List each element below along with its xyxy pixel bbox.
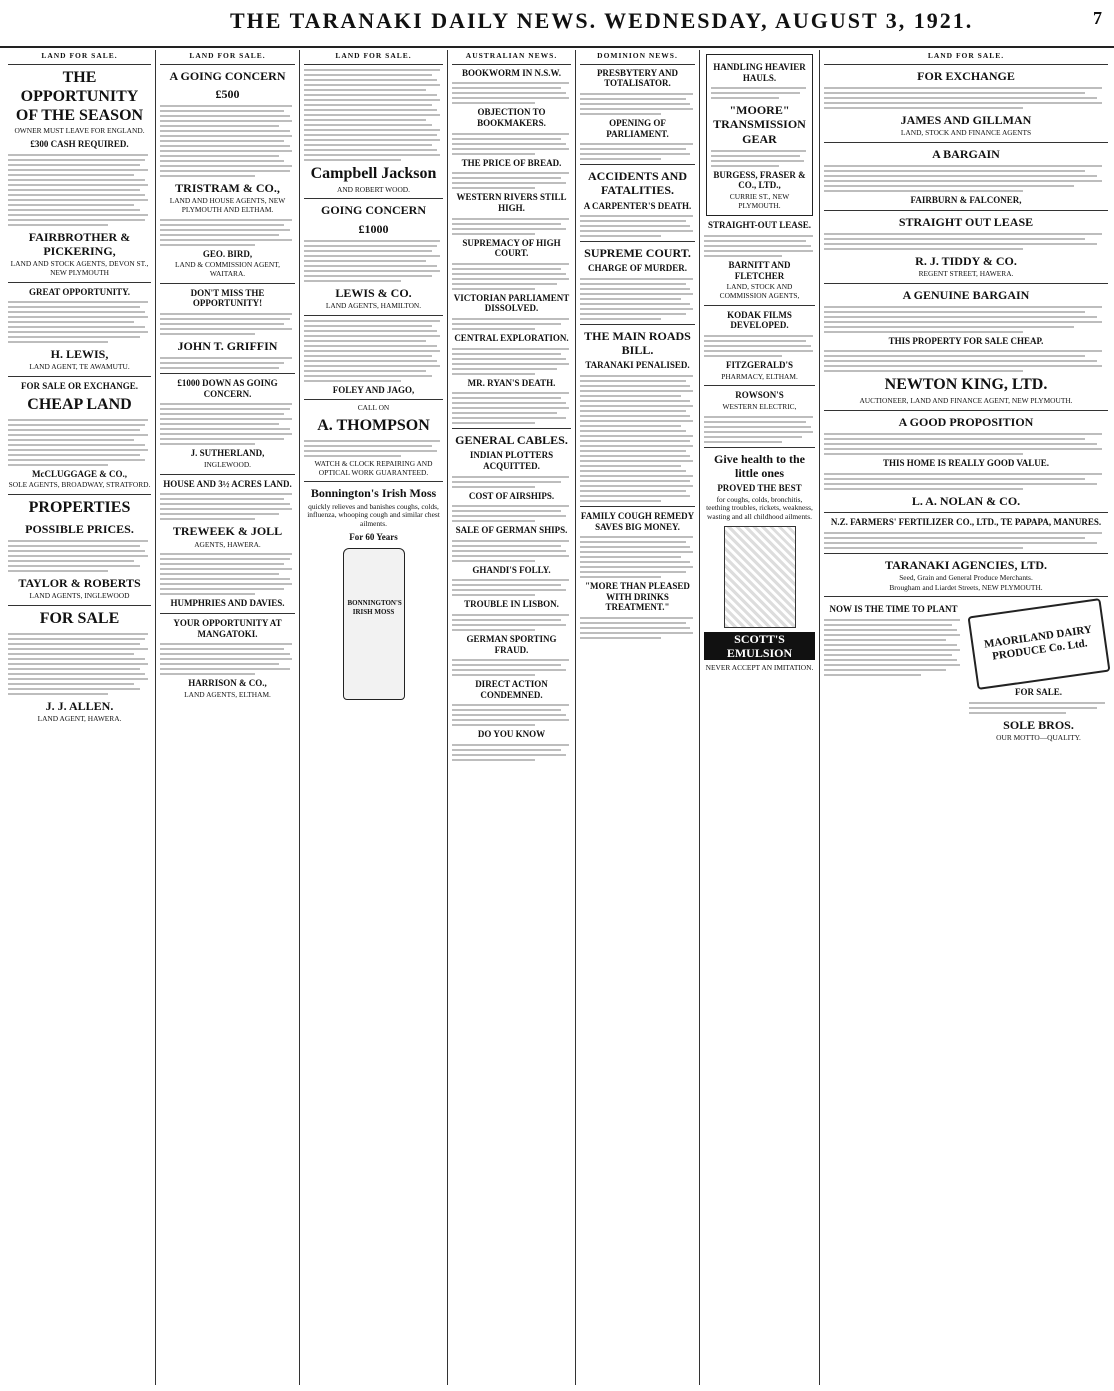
news-headline: CENTRAL EXPLORATION.	[454, 332, 569, 343]
body-text	[160, 403, 295, 445]
body-text	[580, 375, 695, 502]
agent-name: JOHN T. GRIFFIN	[177, 339, 278, 354]
body-text	[160, 643, 295, 675]
agent-name: FOLEY AND JAGO,	[332, 384, 415, 395]
ad-box	[706, 54, 813, 216]
agent-address: AND ROBERT WOOD.	[337, 184, 410, 194]
ad-subhead: THIS PROPERTY FOR SALE CHEAP.	[888, 335, 1044, 346]
ad-headline: PROPERTIES	[28, 498, 131, 516]
agent-name: H. LEWIS,	[50, 347, 109, 362]
fisherman-illustration	[724, 526, 796, 628]
ad-subhead: PROVED THE BEST	[717, 482, 802, 493]
column-7	[820, 50, 1112, 1385]
body-text	[704, 335, 815, 357]
agent-address: Brougham and Liardet Streets, NEW PLYMOUTH.	[889, 582, 1043, 592]
column-3	[300, 50, 448, 1385]
ad-headline: A BARGAIN	[932, 146, 1000, 161]
news-headline: COST OF AIRSHIPS.	[468, 490, 555, 501]
column-4	[448, 50, 576, 1385]
column-1	[4, 50, 156, 1385]
agent-name: BARNITT AND FLETCHER	[728, 259, 791, 281]
ad-headline: CHEAP LAND	[27, 395, 132, 413]
ad-subhead: quickly relieves and banishes coughs, colds, influenza, whooping cough and similar chest ailments.	[307, 501, 440, 528]
ad-subhead: NEVER ACCEPT AN IMITATION.	[705, 663, 814, 673]
agent-name: HUMPHRIES AND DAVIES.	[170, 598, 285, 609]
body-text	[824, 87, 1108, 109]
body-text	[824, 433, 1108, 455]
agent-name: SOLE BROS.	[1003, 717, 1074, 732]
ad-subhead: Seed, Grain and General Produce Merchants.	[899, 572, 1033, 582]
news-headline: GHANDI'S FOLLY.	[472, 564, 551, 575]
body-text	[824, 532, 1108, 549]
masthead-title: THE TARANAKI DAILY NEWS. WEDNESDAY, AUGUST 3, 1921.	[230, 8, 974, 33]
agent-name: L. A. NOLAN & CO.	[911, 493, 1021, 508]
ad-subhead: POSSIBLE PRICES.	[25, 521, 134, 536]
ad-subhead: CALL ON	[357, 403, 390, 413]
agent-name: McCLUGGAGE & CO.,	[32, 468, 127, 479]
ad-headline: KODAK FILMS DEVELOPED.	[727, 309, 792, 331]
body-text	[704, 416, 815, 443]
news-headline: "MORE THAN PLEASED WITH DRINKS TREATMENT."	[585, 581, 690, 613]
body-text	[580, 215, 695, 237]
agent-address: PHARMACY, ELTHAM.	[721, 371, 798, 381]
agent-address: REGENT STREET, HAWERA.	[918, 268, 1014, 278]
agent-name: R. J. TIDDY & CO.	[915, 253, 1017, 268]
ad-headline: GOING CONCERN	[320, 203, 426, 218]
news-headline: TROUBLE IN LISBON.	[464, 599, 559, 610]
body-text	[452, 392, 571, 424]
ad-headline: YOUR OPPORTUNITY AT MANGATOKI.	[173, 617, 282, 639]
body-text	[160, 219, 295, 246]
column-heading: AUSTRALIAN NEWS.	[452, 50, 571, 65]
agent-name: TAYLOR & ROBERTS	[18, 575, 141, 590]
agent-address: LAND & COMMISSION AGENT, WAITARA.	[175, 260, 280, 279]
agent-name: FAIRBURN & FALCONER,	[910, 195, 1022, 206]
ad-headline: For 60 Years	[349, 531, 398, 542]
column-6	[700, 50, 820, 1385]
bottle-image	[343, 548, 405, 700]
body-text	[824, 473, 1108, 490]
ad-headline: NOW IS THE TIME TO PLANT	[829, 604, 958, 615]
body-text	[8, 540, 151, 572]
section-headline: SUPREME COURT.	[584, 246, 691, 261]
brand-banner: SCOTT'S EMULSION	[704, 632, 815, 660]
body-text	[304, 320, 443, 382]
agent-address: LAND AND HOUSE AGENTS, NEW PLYMOUTH AND ELTHAM.	[169, 196, 286, 215]
agent-address: LAND, STOCK AND FINANCE AGENTS	[900, 128, 1032, 138]
ad-headline: A GOING CONCERN	[169, 68, 286, 83]
body-text	[824, 350, 1108, 372]
body-text	[452, 704, 571, 726]
column-2	[156, 50, 300, 1385]
ad-headline: A GENUINE BARGAIN	[902, 287, 1030, 302]
section-headline: THE MAIN ROADS BILL.	[584, 328, 691, 358]
ad-headline: N.Z. FARMERS' FERTILIZER CO., LTD., TE PAPAPA, MANURES.	[830, 517, 1102, 527]
body-text	[452, 82, 571, 104]
agent-address: INGLEWOOD.	[204, 460, 251, 470]
news-headline: INDIAN PLOTTERS ACQUITTED.	[469, 450, 554, 471]
body-text	[8, 419, 151, 466]
ad-headline: FOR SALE.	[1014, 687, 1062, 698]
body-text	[452, 659, 571, 676]
news-headline: BOOKWORM IN N.S.W.	[462, 67, 561, 78]
ad-headline: GREAT OPPORTUNITY.	[28, 286, 131, 297]
news-headline: VICTORIAN PARLIAMENT DISSOLVED.	[453, 292, 570, 314]
body-text	[704, 235, 815, 257]
body-text	[452, 476, 571, 488]
ad-headline: STRAIGHT OUT LEASE	[898, 214, 1034, 229]
body-text	[452, 133, 571, 155]
ad-price: £500	[215, 87, 240, 101]
body-text	[452, 744, 571, 761]
maoriland-logo: MAORILAND DAIRY PRODUCE Co. Ltd.	[967, 598, 1110, 690]
body-text	[452, 218, 571, 235]
bottle-label: BONNINGTON'S IRISH MOSS	[347, 599, 402, 616]
column-heading: LAND FOR SALE.	[304, 50, 443, 65]
page-number: 7	[1093, 8, 1102, 28]
agent-address: LAND AGENT, HAWERA.	[37, 713, 122, 723]
news-headline: MR. RYAN'S DEATH.	[467, 377, 556, 388]
agent-name: FAIRBROTHER & PICKERING,	[28, 229, 131, 258]
agent-name: BURGESS, FRASER & CO., LTD.,	[713, 169, 806, 191]
body-text	[580, 536, 695, 578]
agent-address: WESTERN ELECTRIC,	[722, 401, 797, 411]
body-text	[452, 579, 571, 596]
body-text	[8, 633, 151, 695]
news-headline: DO YOU KNOW	[477, 729, 546, 740]
masthead	[0, 0, 1114, 48]
agent-name: TRISTRAM & CO.,	[175, 181, 280, 196]
agent-name: A. THOMPSON	[317, 417, 430, 434]
section-headline: GENERAL CABLES.	[455, 433, 568, 448]
body-text	[304, 240, 443, 282]
news-headline: WESTERN RIVERS STILL HIGH.	[456, 192, 567, 213]
news-headline: PRESBYTERY AND TOTALISATOR.	[596, 67, 679, 89]
news-headline: OPENING OF PARLIAMENT.	[606, 118, 669, 139]
agent-address: LAND AGENTS, INGLEWOOD	[29, 591, 130, 601]
body-text	[452, 318, 571, 330]
body-text	[824, 233, 1108, 250]
body-text	[711, 87, 808, 99]
agent-address: LAND AND STOCK AGENTS, DEVON ST., NEW PLYMOUTH	[10, 259, 149, 277]
body-text	[160, 493, 295, 520]
body-text	[160, 313, 295, 335]
news-headline: THE PRICE OF BREAD.	[461, 157, 562, 168]
news-headline: GERMAN SPORTING FRAUD.	[466, 633, 557, 655]
ad-headline: THE OPPORTUNITY OF THE SEASON	[15, 68, 144, 124]
column-5	[576, 50, 700, 1385]
ad-headline: STRAIGHT-OUT LEASE.	[707, 220, 812, 231]
news-headline: FAMILY COUGH REMEDY SAVES BIG MONEY.	[580, 510, 695, 532]
body-text	[304, 440, 443, 457]
agent-address: AUCTIONEER, LAND AND FINANCE AGENT, NEW PLYMOUTH.	[859, 396, 1073, 406]
news-headline: TARANAKI PENALISED.	[585, 360, 690, 371]
ad-headline: "MOORE" TRANSMISSION GEAR	[713, 103, 806, 146]
body-text	[580, 278, 695, 320]
body-text	[8, 301, 151, 343]
agent-name: TREWEEK & JOLL	[172, 524, 283, 539]
ad-headline: HANDLING HEAVIER HAULS.	[713, 62, 806, 83]
agent-name: HARRISON & CO.,	[188, 678, 267, 689]
news-headline: OBJECTION TO BOOKMAKERS.	[477, 107, 546, 129]
ad-subhead: for coughs, colds, bronchitis, teething troubles, rickets, weakness, wasting and all childhood ailments.	[706, 494, 813, 521]
agent-name: LEWIS & CO.	[335, 285, 412, 300]
ad-subhead: OWNER MUST LEAVE FOR ENGLAND.	[14, 126, 145, 136]
body-text	[452, 505, 571, 522]
agent-address: AGENTS, HAWERA.	[194, 539, 261, 549]
agent-address: LAND, STOCK AND COMMISSION AGENTS,	[719, 282, 800, 300]
ad-headline: Bonnington's Irish Moss	[310, 486, 437, 501]
ad-price: £300 CASH REQUIRED.	[30, 139, 129, 150]
column-heading: DOMINION NEWS.	[580, 50, 695, 65]
body-text	[824, 165, 1108, 192]
body-text	[452, 614, 571, 631]
body-text	[160, 357, 295, 369]
agent-name: JAMES AND GILLMAN	[900, 113, 1032, 127]
agent-address: SOLE AGENTS, BROADWAY, STRATFORD.	[8, 480, 151, 490]
agent-name: NEWTON KING, LTD.	[884, 376, 1048, 394]
agent-name: J. J. ALLEN.	[45, 698, 114, 713]
agent-name: ROWSON'S	[735, 390, 784, 401]
ad-headline: FOR EXCHANGE	[917, 68, 1015, 83]
agent-address: CURRIE ST., NEW PLYMOUTH.	[729, 191, 790, 210]
agent-name: FITZGERALD'S	[725, 359, 794, 370]
agent-name: J. SUTHERLAND,	[190, 448, 265, 459]
news-headline: SALE OF GERMAN SHIPS.	[455, 525, 568, 536]
agent-address: LAND AGENTS, ELTHAM.	[184, 689, 271, 699]
agent-name: Campbell Jackson	[310, 164, 437, 182]
body-text	[824, 619, 963, 676]
ad-subhead: THIS HOME IS REALLY GOOD VALUE.	[882, 458, 1050, 469]
body-text	[452, 172, 571, 189]
ad-headline: FOR SALE OR EXCHANGE.	[20, 381, 138, 392]
body-text	[824, 306, 1108, 333]
body-text	[304, 69, 443, 161]
column-heading: LAND FOR SALE.	[824, 50, 1108, 65]
body-text	[580, 617, 695, 639]
news-headline: A CARPENTER'S DEATH.	[583, 200, 692, 211]
agent-name: TARANAKI AGENCIES, LTD.	[884, 557, 1048, 572]
plant-ad	[824, 601, 963, 744]
ad-headline: Give health to the little ones	[714, 451, 805, 480]
ad-headline: HOUSE AND 3½ ACRES LAND.	[163, 478, 292, 489]
ad-headline: DON'T MISS THE OPPORTUNITY!	[190, 287, 265, 309]
dairy-ad	[969, 601, 1108, 744]
body-text	[969, 702, 1108, 714]
body-text	[580, 143, 695, 160]
ad-headline: A GOOD PROPOSITION	[898, 415, 1034, 430]
ad-headline: £1000 DOWN AS GOING CONCERN.	[177, 378, 278, 399]
body-text	[580, 93, 695, 115]
section-headline: ACCIDENTS AND FATALITIES.	[587, 169, 688, 198]
column-heading: LAND FOR SALE.	[160, 50, 295, 65]
agent-address: LAND AGENTS, HAMILTON.	[325, 300, 422, 310]
body-text	[160, 553, 295, 595]
body-text	[8, 154, 151, 226]
agent-address: LAND AGENT, TE AWAMUTU.	[29, 362, 130, 372]
body-text	[452, 348, 571, 375]
body-text	[711, 150, 808, 167]
ad-headline: FOR SALE	[39, 609, 120, 627]
ad-subhead: WATCH & CLOCK REPAIRING AND OPTICAL WORK GUARANTEED.	[314, 458, 433, 477]
column-heading: LAND FOR SALE.	[8, 50, 151, 65]
agent-name: GEO. BIRD,	[202, 248, 253, 259]
ad-subhead: OUR MOTTO—QUALITY.	[996, 733, 1081, 742]
news-headline: SUPREMACY OF HIGH COURT.	[462, 237, 561, 259]
body-text	[452, 540, 571, 562]
body-text	[160, 105, 295, 177]
news-headline: DIRECT ACTION CONDEMNED.	[475, 679, 548, 700]
ad-price: £1000	[358, 221, 389, 236]
body-text	[452, 263, 571, 290]
news-headline: CHARGE OF MURDER.	[588, 263, 687, 274]
bottom-ads	[824, 601, 1108, 744]
